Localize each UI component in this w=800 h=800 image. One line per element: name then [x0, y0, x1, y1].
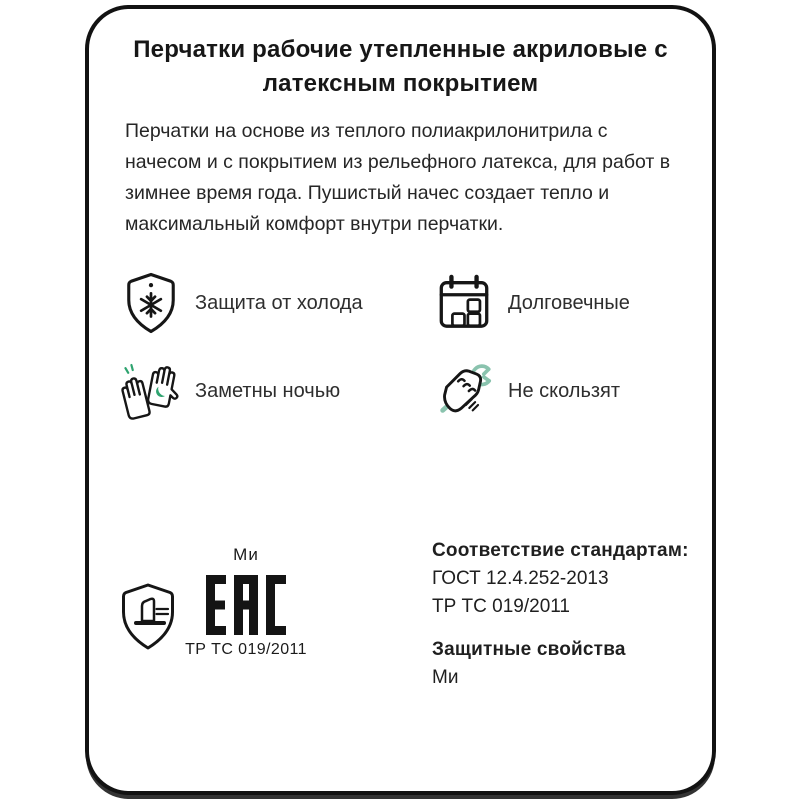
feature-label: Долговечные: [508, 291, 630, 314]
eac-mark-icon: [206, 574, 286, 636]
protection-class-label: Ми: [233, 545, 259, 564]
shield-snowflake-icon: [120, 271, 182, 335]
regulation-label: ТР ТС 019/2011: [185, 641, 307, 658]
feature-cold-protection: [120, 271, 433, 335]
feature-label: Не скользят: [508, 379, 621, 402]
eac-certification-block: [185, 545, 307, 659]
gloves-moon-icon: [120, 359, 182, 423]
feature-durable: [433, 271, 630, 335]
standard-item: ТР ТС 019/2011: [432, 596, 571, 617]
feature-label: Защита от холода: [195, 291, 363, 314]
standards-heading: Соответствие стандартам:: [432, 540, 689, 561]
features-grid: [120, 271, 630, 423]
calendar-icon: [433, 271, 495, 335]
product-description: Перчатки на основе из теплого полиакрилонитрила с начесом и с покрытием из рельефного латекса, для работ в зимнее время года. Пушистый начес создает тепло и максимальный комфорт внутри перчатки.: [125, 120, 671, 235]
feature-label: Заметны ночью: [195, 379, 341, 402]
properties-heading: Защитные свойства: [432, 639, 626, 660]
feature-no-slip: [433, 359, 630, 423]
product-card: [85, 5, 716, 795]
feature-night-visible: [120, 359, 433, 423]
mechanical-protection-shield-icon: [115, 581, 181, 653]
standard-item: ГОСТ 12.4.252-2013: [432, 568, 609, 589]
glove-wrench-icon: [433, 359, 495, 423]
properties-value: Ми: [432, 667, 459, 688]
page-title: Перчатки рабочие утепленные акриловые с латексным покрытием: [133, 36, 668, 97]
standards-block: [432, 537, 689, 692]
